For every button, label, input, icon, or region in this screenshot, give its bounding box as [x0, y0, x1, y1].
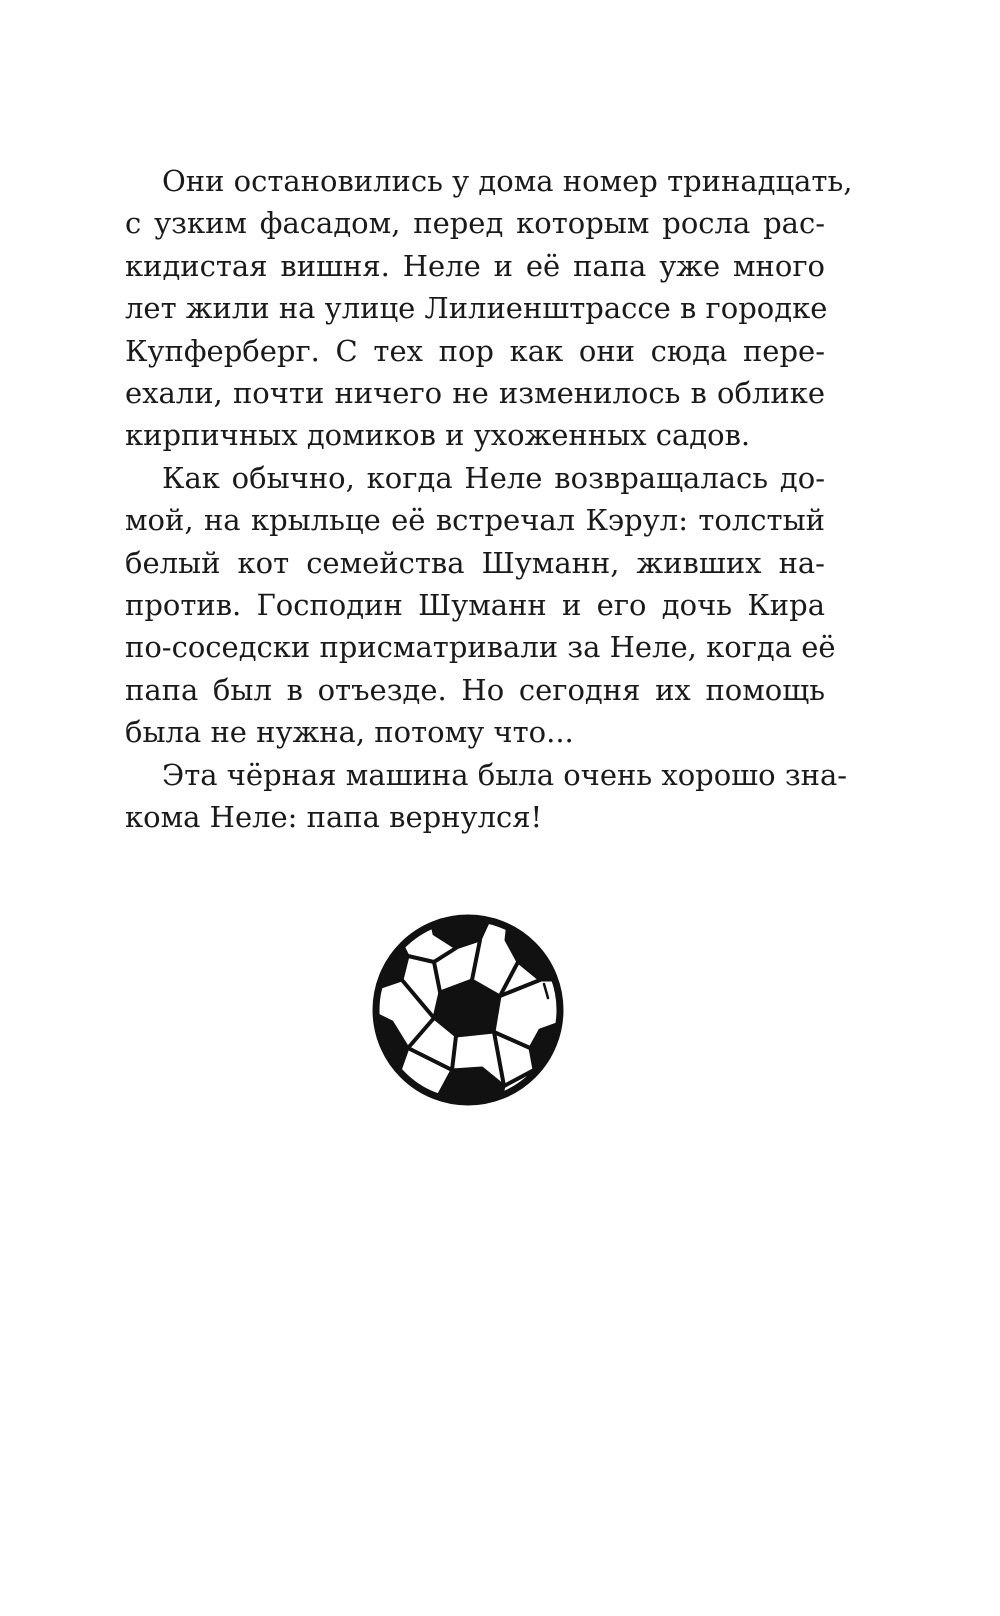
text-line: белый кот семейства Шуманн, живших на- [125, 545, 825, 580]
text-line: Они остановились у дома номер тринадцать, [162, 164, 853, 198]
text-line: кидистая вишня. Неле и её папа уже много [125, 248, 825, 283]
text-line: по-соседски присматривали за Неле, когда её [125, 630, 836, 665]
text-line: Как обычно, когда Неле возвращалась до- [162, 460, 825, 495]
paragraph-3 [125, 754, 848, 839]
text-line: мой, на крыльце её встречал Кэрул: толстый [125, 503, 825, 538]
text-line: Купферберг. С тех пор как они сюда пере- [125, 333, 825, 368]
soccer-ball-icon [368, 910, 568, 1110]
text-line: была не нужна, потому что... [125, 715, 574, 750]
text-line: Эта чёрная машина была очень хорошо зна- [162, 757, 848, 792]
text-line: кома Неле: папа вернулся! [125, 800, 543, 835]
text-line: папа был в отъезде. Но сегодня их помощь [125, 672, 825, 707]
text-line: против. Господин Шуманн и его дочь Кира [125, 588, 825, 623]
text-line: кирпичных домиков и ухоженных садов. [125, 418, 751, 453]
story-text [125, 160, 853, 839]
paragraph-1 [125, 160, 853, 457]
text-line: ехали, почти ничего не изменилось в облике [125, 376, 825, 411]
text-line: лет жили на улице Лилиенштрассе в городке [125, 291, 828, 326]
paragraph-2 [125, 457, 836, 754]
text-line: с узким фасадом, перед которым росла рас- [125, 206, 825, 241]
